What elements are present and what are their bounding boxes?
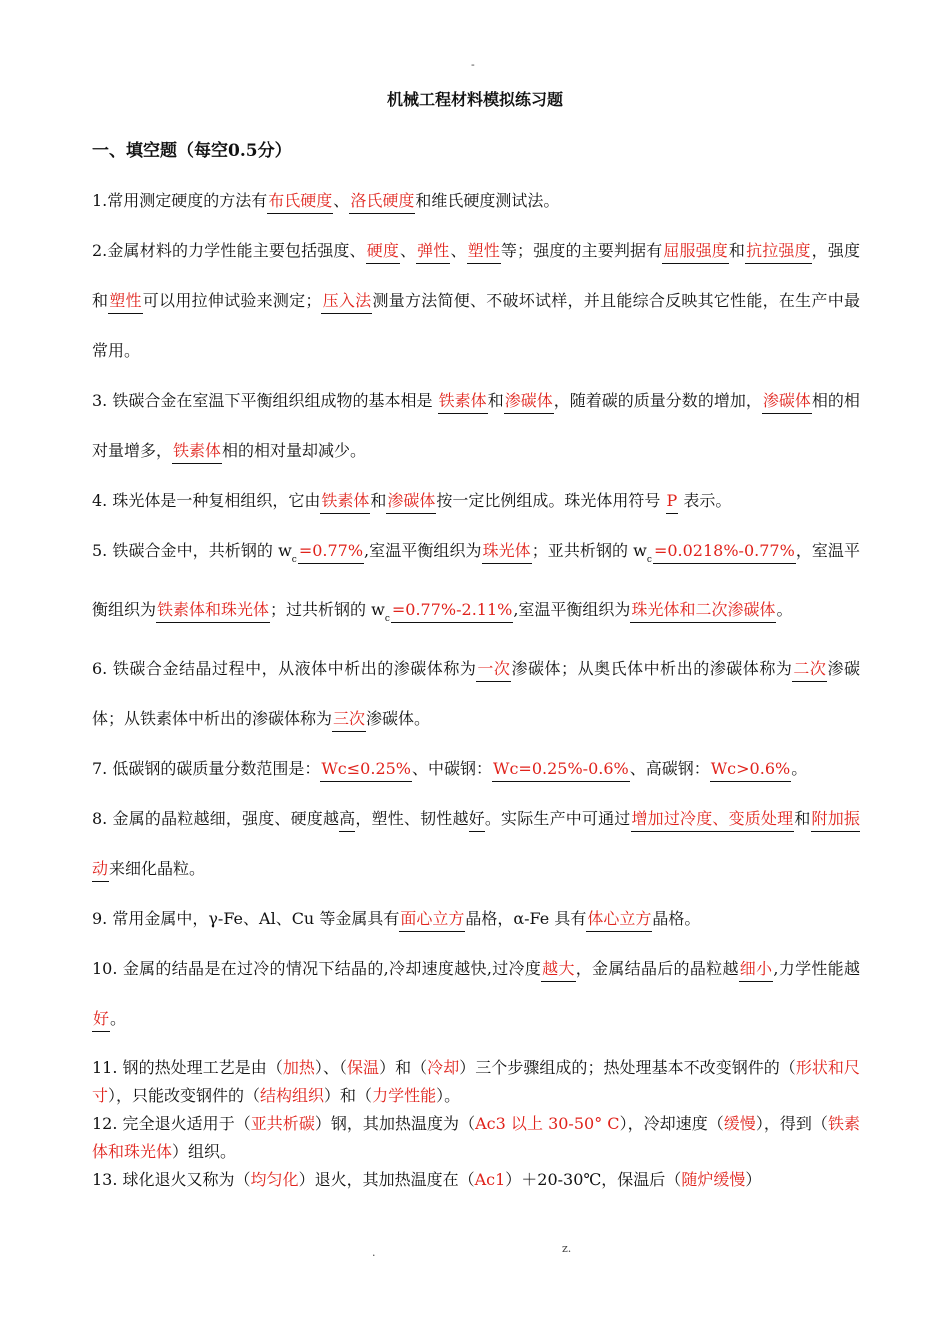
q2-answer-2: 弹性 (416, 241, 450, 264)
question-13 (92, 1166, 860, 1194)
q8-answer-high: 高 (339, 809, 355, 832)
q7-answer-2: Wc=0.25%-0.6% (492, 759, 630, 782)
q4-text: 和 (370, 491, 387, 510)
q4-answer-2: 渗碳体 (386, 491, 436, 514)
q2-text: 、 (450, 241, 467, 260)
q8-text: 8. 金属的晶粒越细，强度、硬度越 (92, 809, 340, 828)
q5-subscript: c (291, 555, 297, 565)
section-heading: 一、填空题（每空0.5分） (92, 141, 292, 161)
q10-answer-1: 越大 (541, 959, 576, 982)
q9-text: 9. 常用金属中，γ-Fe、Al、Cu 等金属具有 (92, 909, 400, 928)
q5-text: ；过共析钢的 w (270, 600, 385, 619)
question-11 (92, 1054, 860, 1110)
q10-text: ,力学性能越 (773, 959, 860, 978)
q5-text: ,室温平衡组织为 (513, 600, 631, 619)
q11-text: ）和（ (324, 1086, 373, 1105)
q12-answer-3: 缓慢 (723, 1114, 756, 1133)
q11-text: ）。 (436, 1086, 461, 1105)
question-7 (92, 744, 860, 794)
q7-answer-3: Wc>0.6% (710, 759, 791, 782)
q11-text: ）、（ (314, 1058, 348, 1077)
question-5 (92, 526, 860, 644)
q9-text: 晶格，α-Fe 具有 (465, 909, 587, 928)
q3-answer-1: 铁素体 (438, 391, 488, 414)
q13-text: 13. 球化退火又称为（ (92, 1170, 251, 1189)
q5-answer-1: =0.77% (298, 541, 364, 564)
q2-text: 、 (400, 241, 417, 260)
q1-text: 、 (333, 191, 350, 210)
q13-text: ） (745, 1170, 762, 1189)
q9-text: 晶格。 (652, 909, 701, 928)
q12-answer-2: Ac3 以上 30-50° C (475, 1114, 620, 1133)
page-title: 机械工程材料模拟练习题 (386, 90, 563, 109)
q6-answer-1: 一次 (476, 659, 511, 682)
q6-answer-2: 二次 (792, 659, 827, 682)
q12-text: ）钢，其加热温度为（ (314, 1114, 476, 1133)
q3-text: ，随着碳的质量分数的增加， (553, 391, 762, 410)
footer-right: z. (562, 1242, 572, 1255)
q6-text: 渗碳体。 (366, 709, 431, 728)
q11-text: ）三个步骤组成的；热处理基本不改变钢件的（ (459, 1058, 796, 1077)
q2-text: 测量方法简便、不破坏试样，并且能综合反映其它性能，在生产中最常用。 (92, 291, 860, 360)
q5-answer-2: 珠光体 (482, 541, 532, 564)
q13-answer-3: 随炉缓慢 (681, 1170, 746, 1189)
q10-text: 10. 金属的结晶是在过冷的情况下结晶的,冷却速度越快,过冷度 (92, 959, 542, 978)
q5-text: 。 (776, 600, 793, 619)
q10-text: 。 (110, 1009, 127, 1028)
q10-answer-3: 好 (92, 1009, 110, 1032)
q4-text: 表示。 (678, 491, 732, 510)
questions (92, 176, 860, 1194)
q7-text: 、高碳钢： (629, 759, 710, 778)
q12-text: ），冷却速度（ (619, 1114, 724, 1133)
q8-answer-1: 增加过冷度、变质处理 (631, 809, 795, 832)
q9-answer-1: 面心立方 (399, 909, 465, 932)
q1-answer-2: 洛氏硬度 (349, 191, 415, 214)
q12-text: ），得到（ (755, 1114, 828, 1133)
q11-answer-1: 加热 (282, 1058, 315, 1077)
q13-text: ）退火，其加热温度在（ (298, 1170, 475, 1189)
q8-text: 来细化晶粒。 (109, 859, 206, 878)
question-9 (92, 894, 860, 944)
q11-answer-3: 冷却 (427, 1058, 460, 1077)
q5-text: ；亚共析钢的 w (531, 541, 647, 560)
q6-text: 6. 铁碳合金结晶过程中，从液体中析出的渗碳体称为 (92, 659, 477, 678)
q5-subscript: c (384, 614, 390, 624)
question-1 (92, 176, 860, 226)
q5-text: 5. 铁碳合金中，共析钢的 w (92, 541, 292, 560)
q7-text: 、中碳钢： (412, 759, 493, 778)
q11-text: ），只能改变钢件的（ (108, 1086, 261, 1105)
footer-left: . (372, 1246, 376, 1259)
q5-answer-4: 铁素体和珠光体 (156, 600, 270, 623)
q3-text: 相的相对量增多， (92, 391, 860, 460)
q4-answer-3: P (666, 491, 679, 514)
q8-text: ，塑性、韧性越 (355, 809, 469, 828)
q2-answer-7: 压入法 (321, 291, 372, 314)
q1-text: 1.常用测定硬度的方法有 (92, 191, 268, 210)
question-2 (92, 226, 860, 376)
q6-text: 渗碳体；从铁素体中析出的渗碳体称为 (92, 659, 860, 728)
q3-answer-3: 渗碳体 (762, 391, 812, 414)
q1-answer-1: 布氏硬度 (267, 191, 333, 214)
q10-text: ，金属结晶后的晶粒越 (575, 959, 739, 978)
q11-text: 11. 钢的热处理工艺是由（ (92, 1058, 283, 1077)
q5-subscript: c (646, 555, 652, 565)
question-8 (92, 794, 860, 894)
q6-text: 渗碳体；从奥氏体中析出的渗碳体称为 (511, 659, 793, 678)
q2-answer-3: 塑性 (467, 241, 501, 264)
q2-text: 等；强度的主要判据有 (500, 241, 663, 260)
q2-text: 可以用拉伸试验来测定； (142, 291, 322, 310)
q11-answer-4: 形状和尺寸 (92, 1058, 860, 1105)
q11-text: ）和（ (379, 1058, 428, 1077)
q5-text: ，室温平衡组织为 (92, 541, 860, 619)
q8-answer-good: 好 (469, 809, 485, 832)
q3-answer-2: 渗碳体 (504, 391, 554, 414)
q12-answer-4: 铁素体和珠光体 (92, 1114, 860, 1161)
q4-answer-1: 铁素体 (320, 491, 370, 514)
q12-answer-1: 亚共析碳 (250, 1114, 315, 1133)
q13-answer-2: Ac1 (474, 1170, 506, 1189)
q5-answer-6: 珠光体和二次渗碳体 (630, 600, 776, 623)
question-4 (92, 476, 860, 526)
q3-text: 3. 铁碳合金在室温下平衡组织组成物的基本相是 (92, 391, 438, 410)
q1-text: 和维氏硬度测试法。 (415, 191, 560, 210)
q5-answer-3: =0.0218%-0.77% (653, 541, 796, 564)
q4-text: 按一定比例组成。珠光体用符号 (436, 491, 666, 510)
q5-text: ,室温平衡组织为 (364, 541, 482, 560)
q10-answer-2: 细小 (739, 959, 774, 982)
q12-text: ）组织。 (172, 1142, 237, 1161)
q2-answer-6: 塑性 (108, 291, 143, 314)
question-3 (92, 376, 860, 476)
q12-text: 12. 完全退火适用于（ (92, 1114, 251, 1133)
q2-answer-4: 屈服强度 (662, 241, 729, 264)
question-6 (92, 644, 860, 744)
q2-text: ，强度和 (92, 241, 860, 310)
q8-answer-2: 附加振动 (92, 809, 860, 882)
q9-answer-2: 体心立方 (586, 909, 652, 932)
question-12 (92, 1110, 860, 1166)
q11-answer-2: 保温 (347, 1058, 380, 1077)
q2-answer-1: 硬度 (366, 241, 400, 264)
q13-text: ）＋20-30℃，保温后（ (505, 1170, 682, 1189)
q7-text: 7. 低碳钢的碳质量分数范围是： (92, 759, 321, 778)
q2-text: 和 (728, 241, 746, 260)
q7-text: 。 (791, 759, 808, 778)
q2-answer-5: 抗拉强度 (745, 241, 812, 264)
q3-text: 和 (487, 391, 504, 410)
question-10 (92, 944, 860, 1044)
q3-answer-4: 铁素体 (172, 441, 222, 464)
q5-answer-5: =0.77%-2.11% (391, 600, 513, 623)
q8-text: 和 (794, 809, 811, 828)
q11-answer-5: 结构组织 (260, 1086, 325, 1105)
header-mark: - (471, 58, 475, 71)
q2-text: 2.金属材料的力学性能主要包括强度、 (92, 241, 366, 260)
q7-answer-1: Wc≤0.25% (320, 759, 412, 782)
q11-answer-6: 力学性能 (372, 1086, 437, 1105)
q13-answer-1: 均匀化 (250, 1170, 299, 1189)
q8-text: 。实际生产中可通过 (484, 809, 631, 828)
q4-text: 4. 珠光体是一种复相组织，它由 (92, 491, 321, 510)
q3-text: 相的相对量却减少。 (222, 441, 367, 460)
q6-answer-3: 三次 (332, 709, 366, 732)
